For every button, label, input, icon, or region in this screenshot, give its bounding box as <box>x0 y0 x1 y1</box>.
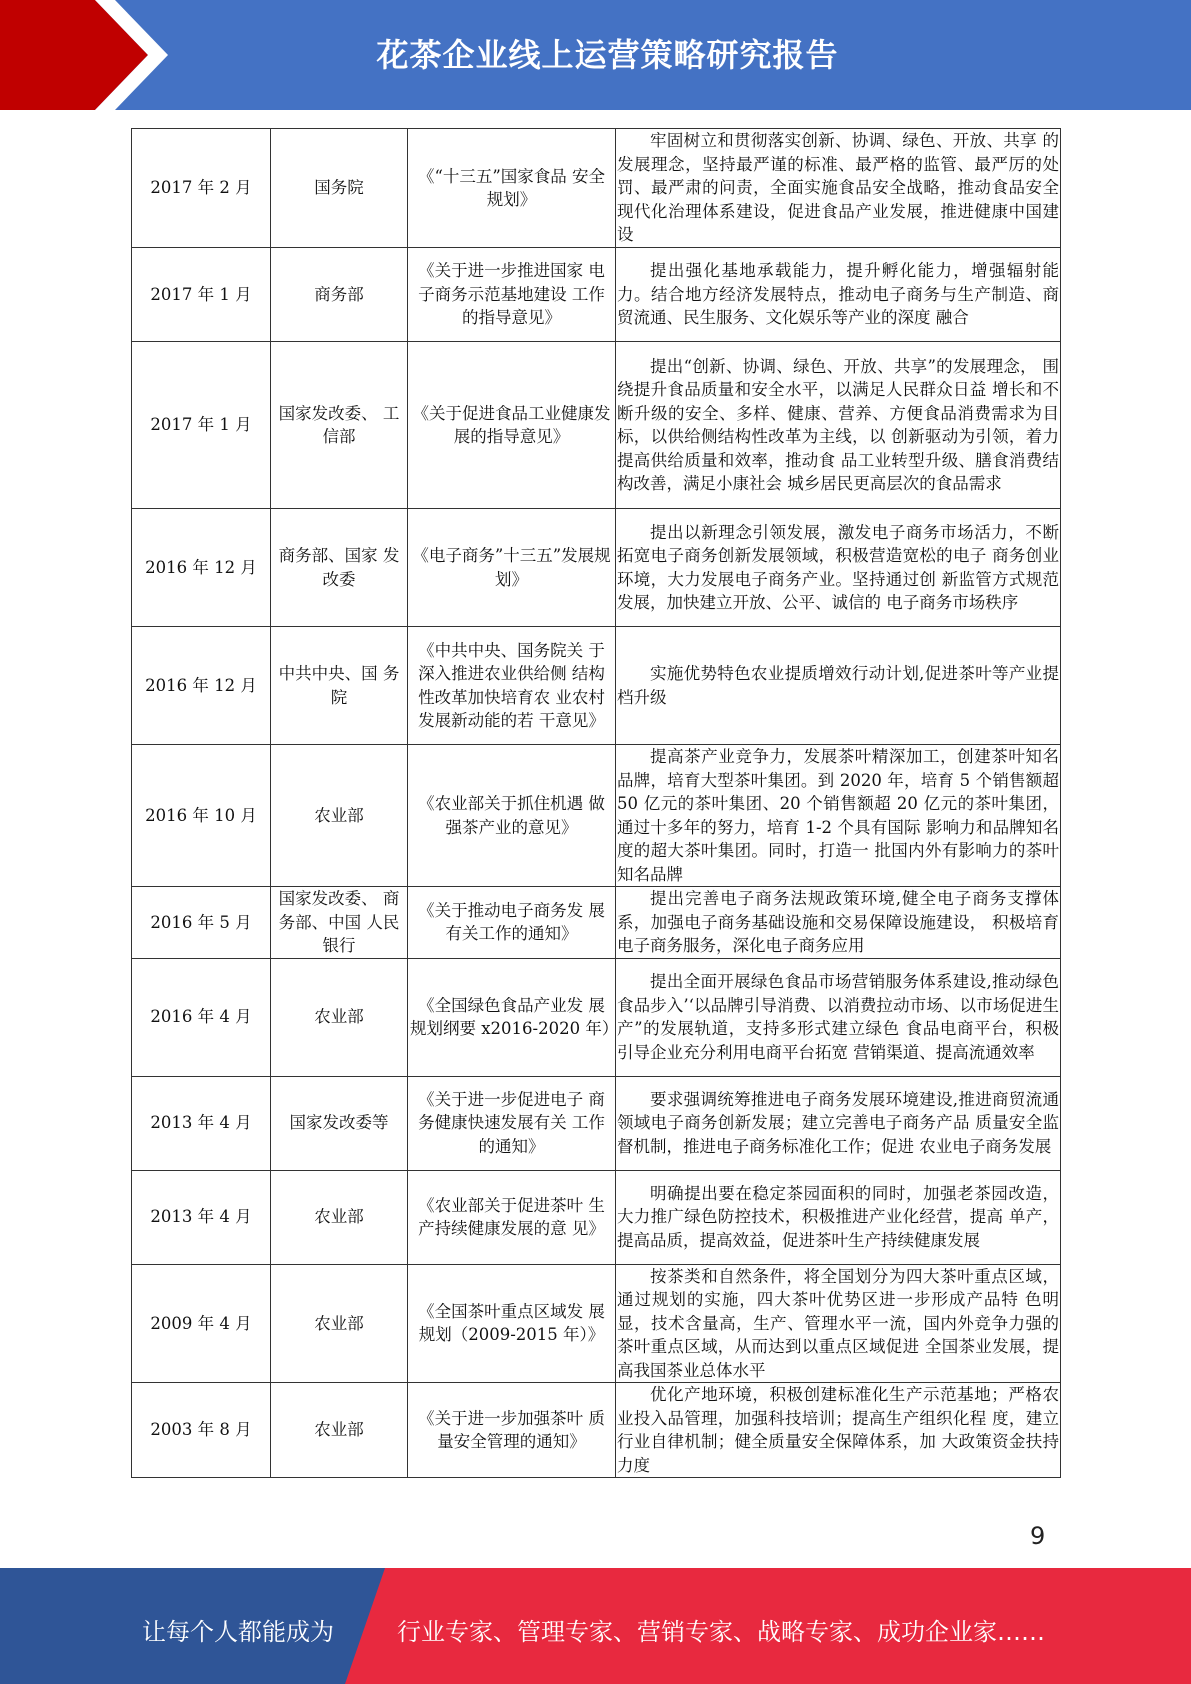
policy-cell: 《农业部关于抓住机遇 做强茶产业的意见》 <box>408 745 616 887</box>
policy-cell: 《关于进一步加强茶叶 质量安全管理的通知》 <box>408 1383 616 1478</box>
date-cell: 2017 年 1 月 <box>132 342 271 509</box>
table-row <box>132 745 1061 887</box>
policy-cell: 《“十三五”国家食品 安全规划》 <box>408 129 616 248</box>
policy-cell: 《关于进一步促进电子 商务健康快速发展有关 工作的通知》 <box>408 1076 616 1170</box>
policy-cell: 《全国绿色食品产业发 展规划纲要 x2016-2020 年） <box>408 958 616 1076</box>
department-cell: 中共中央、国 务院 <box>271 627 408 745</box>
policy-cell: 《中共中央、国务院关 于深入推进农业供给侧 结构性改革加快培育农 业农村发展新动能的若 干意见》 <box>408 627 616 745</box>
content-cell: 提高茶产业竞争力，发展茶叶精深加工，创建茶叶知名品牌，培育大型茶叶集团。到 2020 年，培育 5 个销售额超 50 亿元的茶叶集团、20 个销售额超 20 亿元的茶叶集团，通过十多年的努力，培育 1-2 个具有国际 影响力和品牌知名度的超大茶叶集团。同时，打造一 批国内外有影响力的茶叶知名品牌 <box>616 745 1061 887</box>
department-cell: 国家发改委、 商务部、中国 人民银行 <box>271 887 408 959</box>
policy-cell: 《全国茶叶重点区域发 展规划（2009-2015 年）》 <box>408 1264 616 1383</box>
page-footer <box>0 1568 1191 1684</box>
page-header <box>0 0 1191 110</box>
date-cell: 2017 年 1 月 <box>132 248 271 342</box>
content-cell: 提出全面开展绿色食品市场营销服务体系建设,推动绿色食品步入’‘以品牌引导消费、以消费拉动市场、以市场促进生产”的发展轨道，支持多形式建立绿色 食品电商平台，积极引导企业充分利用电商平台拓宽 营销渠道、提高流通效率 <box>616 958 1061 1076</box>
table-row <box>132 887 1061 959</box>
table-row <box>132 1264 1061 1383</box>
date-cell: 2003 年 8 月 <box>132 1383 271 1478</box>
table-row <box>132 129 1061 248</box>
content-cell: 提出强化基地承载能力，提升孵化能力，增强辐射能 力。结合地方经济发展特点，推动电子商务与生产制造、商贸流通、民生服务、文化娱乐等产业的深度 融合 <box>616 248 1061 342</box>
content-cell: 牢固树立和贯彻落实创新、协调、绿色、开放、共享 的发展理念，坚持最严谨的标准、最严格的监管、最严厉的处罚、最严肃的问责，全面实施食品安全战略，推动食品安全现代化治理体系建设，促进食品产业发展，推进健康中国建设 <box>616 129 1061 248</box>
department-cell: 农业部 <box>271 1383 408 1478</box>
content-cell: 按茶类和自然条件，将全国划分为四大茶叶重点区域， 通过规划的实施，四大茶叶优势区进一步形成产品特 色明显，技术含量高，生产、管理水平一流，国内外竞争力强的茶叶重点区域，从而达到以重点区域促进 全国茶业发展，提高我国茶业总体水平 <box>616 1264 1061 1383</box>
department-cell: 国家发改委等 <box>271 1076 408 1170</box>
date-cell: 2016 年 5 月 <box>132 887 271 959</box>
policy-cell: 《关于推动电子商务发 展有关工作的通知》 <box>408 887 616 959</box>
report-title: 花茶企业线上运营策略研究报告 <box>376 36 839 74</box>
department-cell: 商务部、国家 发改委 <box>271 509 408 627</box>
date-cell: 2016 年 12 月 <box>132 627 271 745</box>
content-cell: 提出“创新、协调、绿色、开放、共享”的发展理念， 围绕提升食品质量和安全水平，以满足人民群众日益 增长和不断升级的安全、多样、健康、营养、方便食品消费需求为目标，以供给侧结构性改革为主线，以 创新驱动为引领，着力提高供给质量和效率，推动食 品工业转型升级、膳食消费结构改善，满足小康社会 城乡居民更高层次的食品需求 <box>616 342 1061 509</box>
table-row <box>132 1383 1061 1478</box>
table-row <box>132 342 1061 509</box>
table-row <box>132 509 1061 627</box>
department-cell: 国务院 <box>271 129 408 248</box>
content-cell: 要求强调统筹推进电子商务发展环境建设,推进商贸流通领域电子商务创新发展；建立完善电子商务产品 质量安全监督机制，推进电子商务标准化工作；促进 农业电子商务发展 <box>616 1076 1061 1170</box>
date-cell: 2013 年 4 月 <box>132 1170 271 1264</box>
table-row <box>132 1076 1061 1170</box>
table-row <box>132 248 1061 342</box>
date-cell: 2017 年 2 月 <box>132 129 271 248</box>
content-cell: 实施优势特色农业提质增效行动计划,促进茶叶等产业提档升级 <box>616 627 1061 745</box>
department-cell: 国家发改委、 工信部 <box>271 342 408 509</box>
date-cell: 2016 年 4 月 <box>132 958 271 1076</box>
table-row <box>132 627 1061 745</box>
department-cell: 商务部 <box>271 248 408 342</box>
department-cell: 农业部 <box>271 745 408 887</box>
date-cell: 2016 年 10 月 <box>132 745 271 887</box>
date-cell: 2009 年 4 月 <box>132 1264 271 1383</box>
content-cell: 提出以新理念引领发展，激发电子商务市场活力，不断拓宽电子商务创新发展领域，积极营造宽松的电子 商务创业环境，大力发展电子商务产业。坚持通过创 新监管方式规范发展，加快建立开放、公平、诚信的 电子商务市场秩序 <box>616 509 1061 627</box>
department-cell: 农业部 <box>271 1264 408 1383</box>
policy-cell: 《关于进一步推进国家 电子商务示范基地建设 工作的指导意见》 <box>408 248 616 342</box>
policy-cell: 《关于促进食品工业健康发展的指导意见》 <box>408 342 616 509</box>
content-cell: 优化产地环境，积极创建标准化生产示范基地；严格农业投入品管理，加强科技培训；提高生产组织化程 度，建立行业自律机制；健全质量安全保障体系，加 大政策资金扶持力度 <box>616 1383 1061 1478</box>
content-cell: 提出完善电子商务法规政策环境,健全电子商务支撑体系，加强电子商务基础设施和交易保障设施建设， 积极培育电子商务服务，深化电子商务应用 <box>616 887 1061 959</box>
page-number: 9 <box>1030 1522 1046 1550</box>
footer-slogan-right: 行业专家、管理专家、营销专家、战略专家、成功企业家…… <box>397 1618 1045 1646</box>
policy-cell: 《农业部关于促进茶叶 生产持续健康发展的意 见》 <box>408 1170 616 1264</box>
department-cell: 农业部 <box>271 958 408 1076</box>
policy-cell: 《电子商务”十三五”发展规划》 <box>408 509 616 627</box>
policy-table <box>131 128 1061 1478</box>
table-row <box>132 1170 1061 1264</box>
content-cell: 明确提出要在稳定茶园面积的同时，加强老茶园改造， 大力推广绿色防控技术，积极推进产业化经营，提高 单产，提高品质，提高效益，促进茶叶生产持续健康发展 <box>616 1170 1061 1264</box>
date-cell: 2013 年 4 月 <box>132 1076 271 1170</box>
table-row <box>132 958 1061 1076</box>
footer-slogan-left: 让每个人都能成为 <box>142 1618 334 1646</box>
department-cell: 农业部 <box>271 1170 408 1264</box>
date-cell: 2016 年 12 月 <box>132 509 271 627</box>
